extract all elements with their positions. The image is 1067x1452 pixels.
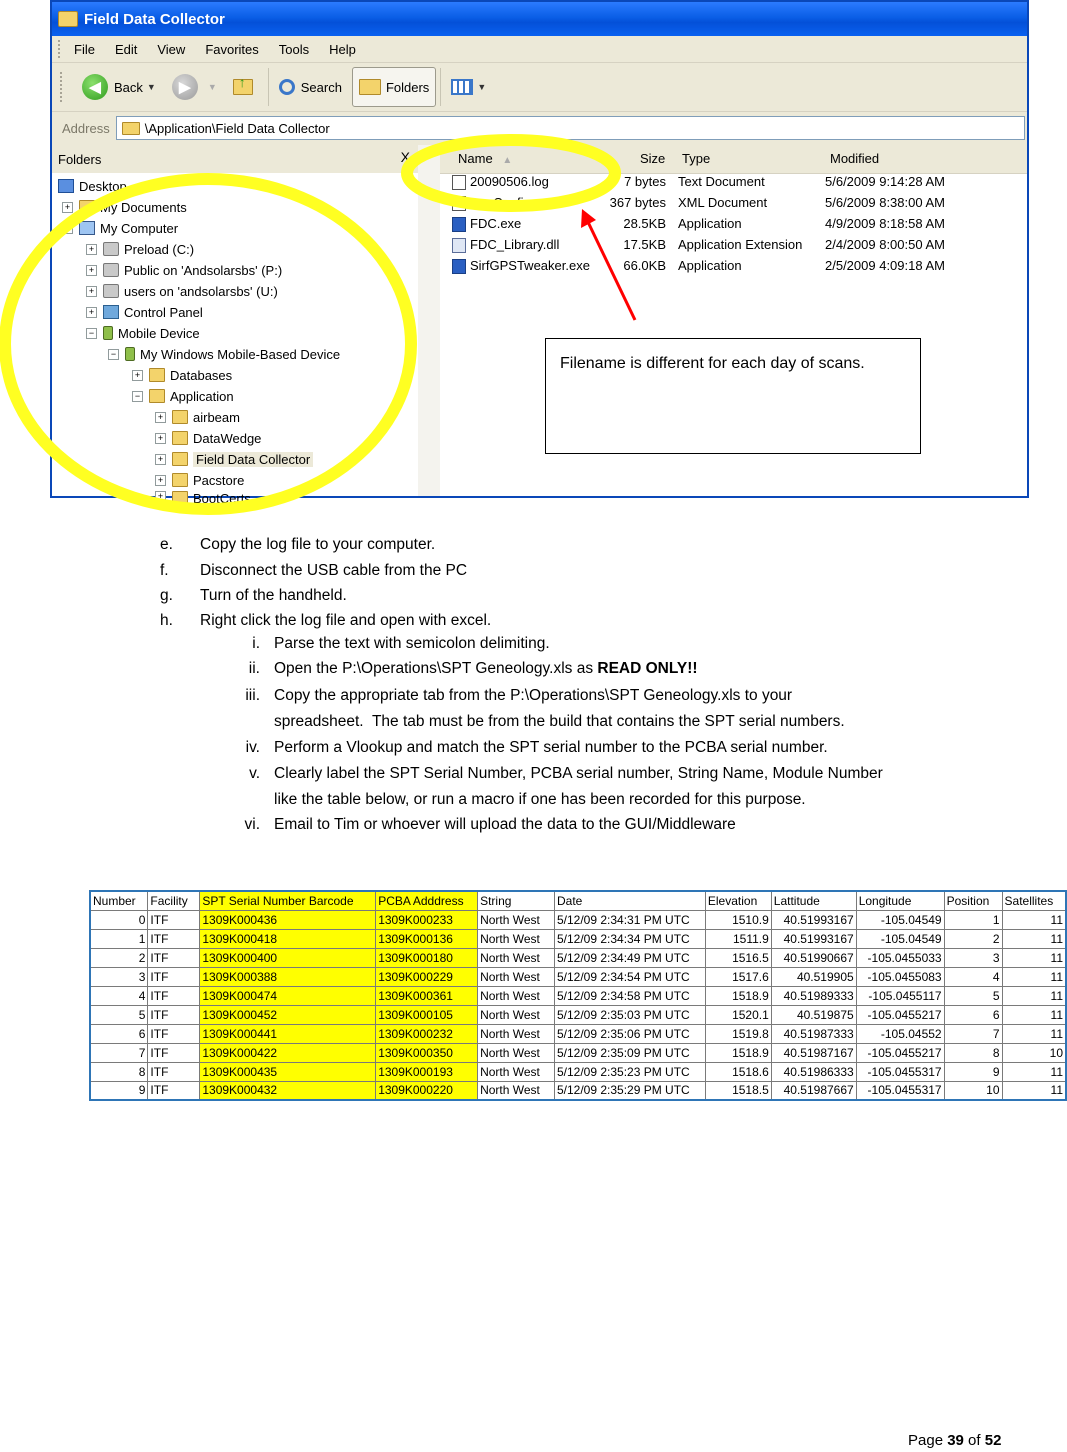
- table-cell: 1519.8: [705, 1024, 771, 1043]
- table-row: [90, 1024, 1066, 1043]
- table-cell: 40.51987333: [771, 1024, 856, 1043]
- table-row: [90, 967, 1066, 986]
- step-text: Email to Tim or whoever will upload the data to the GUI/Middleware: [274, 816, 736, 833]
- step-text: Parse the text with semicolon delimiting.: [274, 635, 550, 652]
- table-cell: 10: [944, 1081, 1002, 1100]
- chevron-down-icon[interactable]: ▼: [477, 82, 487, 92]
- table-row: [90, 948, 1066, 967]
- table-cell: -105.04549: [856, 910, 944, 929]
- file-type: Text Document: [678, 174, 765, 189]
- table-cell: 11: [1002, 967, 1066, 986]
- table-cell: 40.51993167: [771, 929, 856, 948]
- table-cell: -105.04549: [856, 929, 944, 948]
- table-cell: 1309K000432: [200, 1081, 376, 1100]
- table-cell: North West: [478, 967, 555, 986]
- table-header-cell: Satellites: [1002, 891, 1066, 910]
- table-cell: 11: [1002, 1024, 1066, 1043]
- table-cell: 1510.9: [705, 910, 771, 929]
- file-type: Application: [678, 258, 742, 273]
- step-text: Perform a Vlookup and match the SPT serial number to the PCBA serial number.: [274, 739, 828, 756]
- highlight-circle-folders: [5, 179, 411, 509]
- table-cell: 1309K000474: [200, 986, 376, 1005]
- file-name-label: FDC_Library.dll: [470, 237, 560, 252]
- tree-item-label: Field Data Collector: [193, 452, 313, 467]
- expand-icon[interactable]: +: [155, 412, 166, 423]
- table-cell: 10: [1002, 1043, 1066, 1062]
- expand-icon[interactable]: +: [155, 454, 166, 465]
- tree-item-label: BootCerts: [193, 491, 251, 506]
- table-cell: 1: [944, 910, 1002, 929]
- menu-view[interactable]: View: [157, 41, 186, 57]
- callout-note: Filename is different for each day of scans.: [545, 338, 921, 454]
- step-marker: iii.: [245, 687, 260, 704]
- table-cell: North West: [478, 1043, 555, 1062]
- column-name-label: Name: [458, 151, 493, 166]
- table-header-cell: Lattitude: [771, 891, 856, 910]
- table-cell: 9: [90, 1081, 148, 1100]
- file-name-label: 20090506.log: [470, 174, 549, 189]
- expand-icon[interactable]: +: [86, 244, 97, 255]
- table-cell: 5/12/09 2:34:58 PM UTC: [554, 986, 705, 1005]
- table-cell: North West: [478, 1005, 555, 1024]
- table-cell: 9: [944, 1062, 1002, 1081]
- step-marker: g.: [160, 587, 173, 604]
- file-name-label: FDC.exe: [470, 216, 522, 231]
- table-header-cell: PCBA Adddress: [376, 891, 478, 910]
- file-size: 28.5KB: [623, 216, 666, 231]
- table-cell: 1518.9: [705, 986, 771, 1005]
- step-marker: iv.: [245, 739, 260, 756]
- table-cell: 5/12/09 2:35:09 PM UTC: [554, 1043, 705, 1062]
- table-cell: 1309K000452: [200, 1005, 376, 1024]
- table-cell: 5/12/09 2:34:54 PM UTC: [554, 967, 705, 986]
- collapse-icon[interactable]: −: [62, 223, 73, 234]
- tree-item-label: My Documents: [100, 199, 187, 215]
- table-cell: ITF: [148, 1081, 200, 1100]
- table-cell: 1520.1: [705, 1005, 771, 1024]
- table-cell: 11: [1002, 1062, 1066, 1081]
- table-row: [90, 1062, 1066, 1081]
- table-cell: -105.0455117: [856, 986, 944, 1005]
- table-cell: 1309K000229: [376, 967, 478, 986]
- table-cell: 1518.6: [705, 1062, 771, 1081]
- address-label: Address: [62, 120, 110, 136]
- table-cell: North West: [478, 1081, 555, 1100]
- table-cell: -105.0455217: [856, 1043, 944, 1062]
- expand-icon[interactable]: +: [86, 265, 97, 276]
- table-row: [90, 1081, 1066, 1100]
- tree-item-label: Control Panel: [124, 304, 203, 320]
- table-header-row: [90, 891, 1066, 910]
- column-modified-label: Modified: [830, 151, 880, 166]
- chevron-down-icon[interactable]: ▼: [207, 82, 217, 92]
- forward-arrow-icon: ▶: [172, 74, 198, 100]
- table-cell: 0: [90, 910, 148, 929]
- table-cell: ITF: [148, 1043, 200, 1062]
- table-cell: 11: [1002, 1005, 1066, 1024]
- table-header-cell: SPT Serial Number Barcode: [200, 891, 376, 910]
- table-cell: 6: [944, 1005, 1002, 1024]
- tree-item-label: Public on 'Andsolarsbs' (P:): [124, 262, 283, 278]
- callout-arrow: [588, 222, 635, 320]
- table-cell: North West: [478, 986, 555, 1005]
- table-cell: -105.0455217: [856, 1005, 944, 1024]
- table-row: [90, 929, 1066, 948]
- step-marker: ii.: [248, 660, 260, 677]
- table-cell: 1309K000388: [200, 967, 376, 986]
- table-cell: 1309K000180: [376, 948, 478, 967]
- window-title: Field Data Collector: [84, 10, 225, 28]
- table-cell: 1309K000350: [376, 1043, 478, 1062]
- tree-item-label: Preload (C:): [124, 241, 195, 257]
- step-marker: vi.: [244, 816, 260, 833]
- table-cell: ITF: [148, 948, 200, 967]
- collapse-icon[interactable]: −: [132, 391, 143, 402]
- table-cell: 40.51989333: [771, 986, 856, 1005]
- back-label: Back: [114, 79, 143, 95]
- sort-ascending-icon: ▲: [502, 155, 513, 166]
- table-header-cell: String: [478, 891, 555, 910]
- step-text: Turn of the handheld.: [200, 587, 347, 604]
- expand-icon[interactable]: +: [155, 491, 166, 502]
- page-footer: [908, 1432, 1001, 1449]
- table-header-cell: Facility: [148, 891, 200, 910]
- table-cell: 1309K000441: [200, 1024, 376, 1043]
- highlight-circle-logfile: [407, 140, 615, 206]
- table-cell: North West: [478, 1024, 555, 1043]
- tree-item-label: Pacstore: [193, 472, 245, 488]
- table-cell: 1518.9: [705, 1043, 771, 1062]
- table-cell: North West: [478, 910, 555, 929]
- table-cell: ITF: [148, 1005, 200, 1024]
- expand-icon[interactable]: +: [155, 433, 166, 444]
- table-cell: ITF: [148, 929, 200, 948]
- table-cell: 5: [944, 986, 1002, 1005]
- table-cell: 2: [944, 929, 1002, 948]
- table-row: [90, 1005, 1066, 1024]
- table-cell: 1309K000361: [376, 986, 478, 1005]
- table-cell: 1517.6: [705, 967, 771, 986]
- table-cell: 7: [90, 1043, 148, 1062]
- expand-icon[interactable]: +: [132, 370, 143, 381]
- collapse-icon[interactable]: −: [108, 349, 119, 360]
- table-cell: 5: [90, 1005, 148, 1024]
- table-cell: ITF: [148, 910, 200, 929]
- table-cell: 11: [1002, 929, 1066, 948]
- table-cell: 40.51993167: [771, 910, 856, 929]
- page-total: 52: [984, 1432, 1002, 1449]
- table-row: [90, 986, 1066, 1005]
- step-text: Copy the log file to your computer.: [200, 536, 436, 553]
- table-header-cell: Longitude: [856, 891, 944, 910]
- table-cell: 11: [1002, 910, 1066, 929]
- up-folder-icon: ↑: [233, 79, 253, 95]
- expand-icon[interactable]: +: [86, 286, 97, 297]
- tree-item-label: airbeam: [193, 409, 240, 425]
- file-modified: 2/5/2009 4:09:18 AM: [825, 258, 945, 273]
- table-header-cell: Date: [554, 891, 705, 910]
- table-cell: 1516.5: [705, 948, 771, 967]
- tree-item-label: Mobile Device: [118, 325, 200, 341]
- table-cell: 1309K000220: [376, 1081, 478, 1100]
- table-row: [90, 1043, 1066, 1062]
- table-cell: ITF: [148, 967, 200, 986]
- column-size-label: Size: [640, 151, 666, 166]
- tree-item-label: Application: [170, 388, 234, 404]
- substep-v-cont: like the table below, or run a macro if one has been recorded for this purpose.: [274, 791, 806, 808]
- tree-item-label: Desktop: [79, 178, 127, 194]
- file-size: 17.5KB: [623, 237, 666, 252]
- table-cell: 5/12/09 2:35:23 PM UTC: [554, 1062, 705, 1081]
- file-name-label: AppConfig.xml: [470, 195, 555, 210]
- step-text: Copy the appropriate tab from the P:\Operations\SPT Geneology.xls to your: [274, 687, 793, 704]
- table-cell: 40.519905: [771, 967, 856, 986]
- table-cell: 1511.9: [705, 929, 771, 948]
- table-cell: 1309K000422: [200, 1043, 376, 1062]
- table-cell: 40.51986333: [771, 1062, 856, 1081]
- table-cell: ITF: [148, 1024, 200, 1043]
- table-cell: 1309K000136: [376, 929, 478, 948]
- tree-item-label: My Computer: [100, 220, 179, 236]
- chevron-down-icon[interactable]: ▼: [146, 82, 156, 92]
- read-only-emphasis: READ ONLY!!: [597, 660, 698, 677]
- table-cell: 11: [1002, 1081, 1066, 1100]
- data-table: [89, 890, 1067, 1101]
- table-cell: 8: [90, 1062, 148, 1081]
- table-cell: ITF: [148, 986, 200, 1005]
- tree-item-label: My Windows Mobile-Based Device: [140, 346, 341, 362]
- substep-iii-cont: spreadsheet. The tab must be from the build that contains the SPT serial numbers.: [274, 713, 845, 730]
- table-cell: North West: [478, 929, 555, 948]
- table-cell: 40.51987667: [771, 1081, 856, 1100]
- menu-favorites[interactable]: Favorites: [205, 41, 259, 57]
- file-size: 367 bytes: [609, 195, 666, 210]
- table-body: [90, 891, 1066, 1100]
- table-cell: 1309K000435: [200, 1062, 376, 1081]
- table-cell: -105.0455317: [856, 1081, 944, 1100]
- table-cell: 6: [90, 1024, 148, 1043]
- table-cell: -105.0455317: [856, 1062, 944, 1081]
- address-value: \Application\Field Data Collector: [144, 120, 330, 136]
- folders-pane-title: Folders: [58, 151, 102, 167]
- menu-file[interactable]: File: [74, 41, 95, 57]
- table-cell: ITF: [148, 1062, 200, 1081]
- column-type-label: Type: [682, 151, 711, 166]
- table-cell: 11: [1002, 986, 1066, 1005]
- step-marker: f.: [160, 562, 169, 579]
- table-cell: 1309K000436: [200, 910, 376, 929]
- table-cell: 5/12/09 2:35:29 PM UTC: [554, 1081, 705, 1100]
- table-cell: North West: [478, 948, 555, 967]
- table-header-cell: Elevation: [705, 891, 771, 910]
- table-cell: 5/12/09 2:34:49 PM UTC: [554, 948, 705, 967]
- file-size: 7 bytes: [624, 174, 666, 189]
- table-cell: 1309K000233: [376, 910, 478, 929]
- table-cell: 3: [90, 967, 148, 986]
- table-cell: 8: [944, 1043, 1002, 1062]
- table-cell: 11: [1002, 948, 1066, 967]
- step-text: Clearly label the SPT Serial Number, PCBA serial number, String Name, Module Number: [274, 765, 883, 782]
- search-label: Search: [300, 79, 342, 95]
- tree-item-label: users on 'andsolarsbs' (U:): [124, 283, 278, 299]
- table-header-cell: Position: [944, 891, 1002, 910]
- table-cell: -105.04552: [856, 1024, 944, 1043]
- tree-item-label: DataWedge: [193, 430, 262, 446]
- file-modified: 4/9/2009 8:18:58 AM: [825, 216, 945, 231]
- file-name-label: SirfGPSTweaker.exe: [470, 258, 590, 273]
- expand-icon[interactable]: +: [62, 202, 73, 213]
- table-cell: 1309K000418: [200, 929, 376, 948]
- table-row: [90, 910, 1066, 929]
- page-of-label: of: [963, 1432, 985, 1449]
- menu-tools[interactable]: Tools: [278, 41, 310, 57]
- table-cell: 1309K000232: [376, 1024, 478, 1043]
- menu-edit[interactable]: Edit: [114, 41, 138, 57]
- step-text: Open the P:\Operations\SPT Geneology.xls as: [274, 660, 598, 677]
- table-cell: 4: [90, 986, 148, 1005]
- step-marker: h.: [160, 612, 173, 629]
- table-cell: 1309K000193: [376, 1062, 478, 1081]
- table-cell: 1309K000400: [200, 948, 376, 967]
- page-label: Page: [908, 1432, 948, 1449]
- menu-help[interactable]: Help: [329, 41, 356, 57]
- table-cell: 5/12/09 2:35:06 PM UTC: [554, 1024, 705, 1043]
- table-cell: 2: [90, 948, 148, 967]
- table-cell: 3: [944, 948, 1002, 967]
- table-cell: -105.0455033: [856, 948, 944, 967]
- file-size: 66.0KB: [623, 258, 666, 273]
- table-cell: 1309K000105: [376, 1005, 478, 1024]
- table-cell: 40.51987167: [771, 1043, 856, 1062]
- expand-icon[interactable]: +: [86, 307, 97, 318]
- close-icon[interactable]: X: [400, 149, 410, 165]
- table-cell: 5/12/09 2:34:31 PM UTC: [554, 910, 705, 929]
- collapse-icon[interactable]: −: [86, 328, 97, 339]
- table-cell: 4: [944, 967, 1002, 986]
- table-cell: 5/12/09 2:34:34 PM UTC: [554, 929, 705, 948]
- table-cell: -105.0455083: [856, 967, 944, 986]
- folders-label: Folders: [385, 79, 430, 95]
- table-header-cell: Number: [90, 891, 148, 910]
- step-marker: i.: [252, 635, 260, 652]
- expand-icon[interactable]: +: [155, 475, 166, 486]
- file-type: Application: [678, 216, 742, 231]
- file-modified: 5/6/2009 9:14:28 AM: [825, 174, 945, 189]
- file-type: Application Extension: [678, 237, 803, 252]
- table-cell: 5/12/09 2:35:03 PM UTC: [554, 1005, 705, 1024]
- file-modified: 5/6/2009 8:38:00 AM: [825, 195, 945, 210]
- table-cell: 1518.5: [705, 1081, 771, 1100]
- step-text: Disconnect the USB cable from the PC: [200, 562, 468, 579]
- file-modified: 2/4/2009 8:00:50 AM: [825, 237, 945, 252]
- step-marker: e.: [160, 536, 173, 553]
- step-text: Right click the log file and open with excel.: [200, 612, 492, 629]
- page-number: 39: [947, 1432, 964, 1449]
- file-type: XML Document: [678, 195, 768, 210]
- step-marker: v.: [249, 765, 260, 782]
- table-cell: 40.51990667: [771, 948, 856, 967]
- table-cell: 40.519875: [771, 1005, 856, 1024]
- tree-item-label: Databases: [170, 367, 233, 383]
- table-cell: North West: [478, 1062, 555, 1081]
- back-arrow-icon: ◀: [82, 74, 108, 100]
- table-cell: 7: [944, 1024, 1002, 1043]
- table-cell: 1: [90, 929, 148, 948]
